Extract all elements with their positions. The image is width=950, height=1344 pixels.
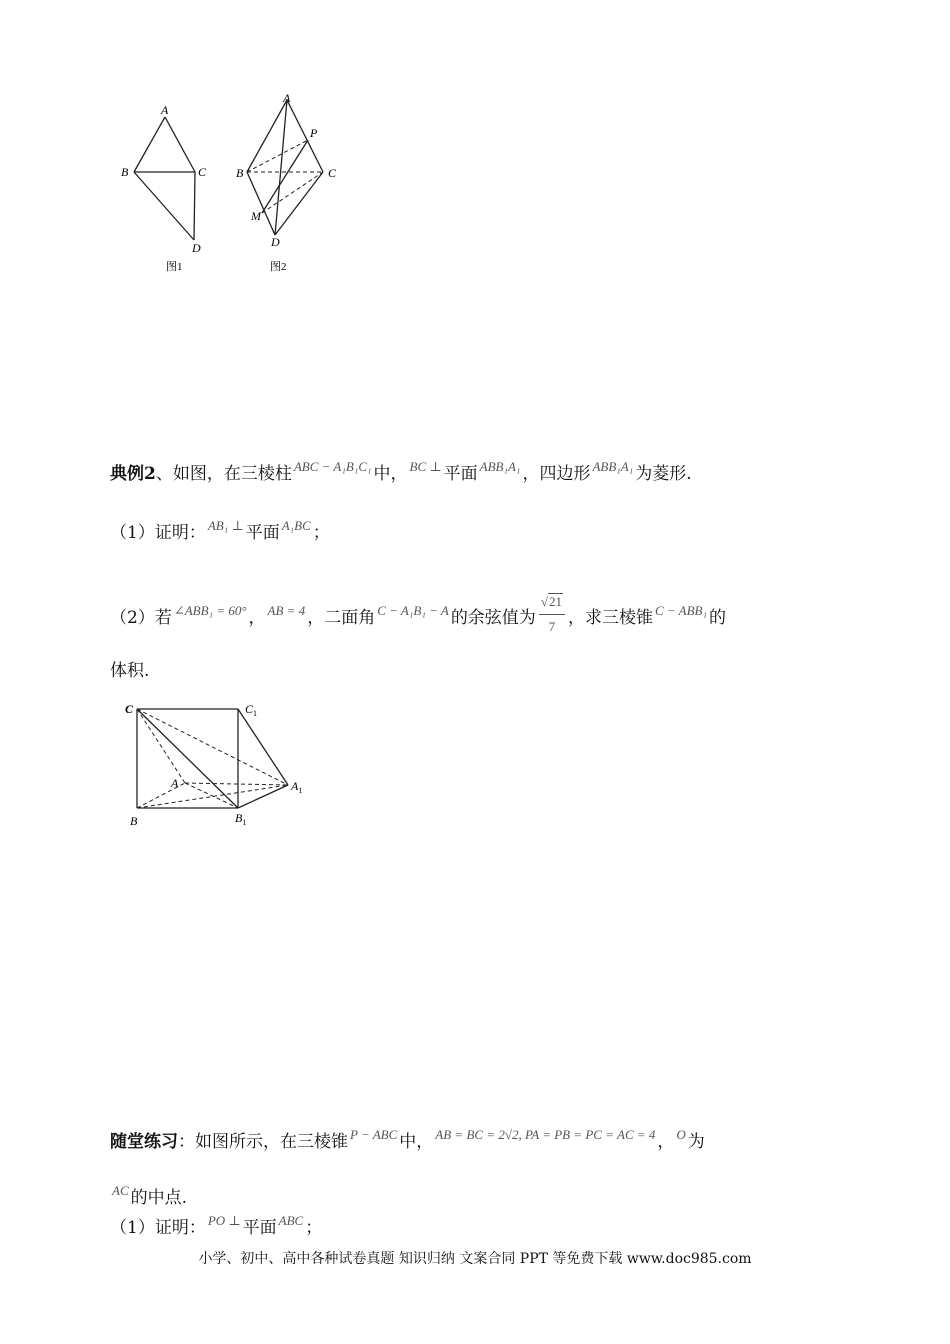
fig3-label-B1: $B_1$ [235,811,247,827]
text: ，求三棱锥 [567,608,653,628]
example2-statement [110,459,692,487]
text: ， [248,608,266,628]
math: PO ⊥ [207,1213,241,1228]
fig2-label-D: D [271,235,280,249]
text: ：如图所示，在三棱锥 [178,1132,348,1152]
practice-statement-cont [110,1183,188,1211]
fig3-label-A1: $A_1$ [291,779,303,795]
example2-question-2 [110,594,726,643]
example2-question-2-cont [110,659,149,683]
fig3-label-A: A [171,776,179,790]
math: AB₁ ⊥ [207,518,244,533]
math-perp: BC ⊥ [409,459,442,474]
fig1-caption: 图1 [166,261,183,273]
fraction: $\frac{√21}{7}$ [539,590,565,639]
text: （2）若 [110,608,172,628]
text: ； [312,523,330,543]
math-plane: ABB₁A₁ [479,459,521,474]
figure-1 [134,117,195,240]
math: ABC [278,1213,304,1228]
fraction-denominator: 7 [548,619,556,634]
fig1-label-C: C [198,165,207,179]
math: P − ABC [350,1127,398,1142]
fig2-caption: 图2 [270,261,287,273]
math-prism: ABC − A₁B₁C₁ [293,459,372,474]
footer-text: 小学、初中、高中各种试卷真题 知识归纳 文案合同 PPT 等免费下载 www.doc985.com [198,1251,752,1267]
fig2-label-M: M [251,209,261,223]
fig1-label-D: D [192,241,201,255]
figure-1-and-2 [110,85,370,285]
text: 中， [373,464,408,484]
example2-title: 典例2 [110,464,156,484]
text: 中， [399,1132,434,1152]
fraction-numerator: 21 [548,594,562,609]
math: C − ABB₁ [654,603,708,618]
practice-question-1 [110,1213,323,1241]
math: AB = 4 [267,603,306,618]
math: ∠ABB₁ = 60° [173,603,247,618]
math: AB = BC = 2√2, PA = PB = PC = AC = 4 [435,1127,656,1142]
text: 、如图，在三棱柱 [155,464,292,484]
text: 的 [709,608,727,628]
math: AC [112,1183,129,1198]
practice-statement [110,1127,705,1155]
math: C − A₁B₁ − A [377,603,449,618]
math: A₁BC [281,518,311,533]
text: 平面 [245,523,280,543]
text: ，二面角 [307,608,376,628]
text: 为 [687,1132,705,1152]
fig2-label-B: B [236,166,244,180]
fig2-label-C: C [328,166,337,180]
text: 的余弦值为 [450,608,536,628]
math-quad: ABB₁A₁ [592,459,634,474]
math: O [676,1127,686,1142]
text: ， [657,1132,675,1152]
text: 的中点. [130,1188,188,1208]
fig3-label-B: B [130,814,138,828]
example2-question-1 [110,518,330,546]
fig2-label-P: P [310,126,318,140]
fig3-label-C: C [125,702,134,716]
figure-3-prism [120,695,320,835]
text: ，四边形 [522,464,591,484]
text: （1）证明： [110,1218,206,1238]
text: 为菱形. [635,464,692,484]
fig2-label-A: A [283,91,291,105]
text: ； [305,1218,323,1238]
fig1-label-B: B [121,165,129,179]
fig3-label-C1: $C_1$ [245,702,258,718]
text: （1）证明： [110,523,206,543]
practice-title: 随堂练习 [110,1132,178,1152]
text: 平面 [242,1218,277,1238]
text: 体积. [110,661,150,681]
fig1-label-A: A [161,103,169,117]
text: 平面 [443,464,478,484]
